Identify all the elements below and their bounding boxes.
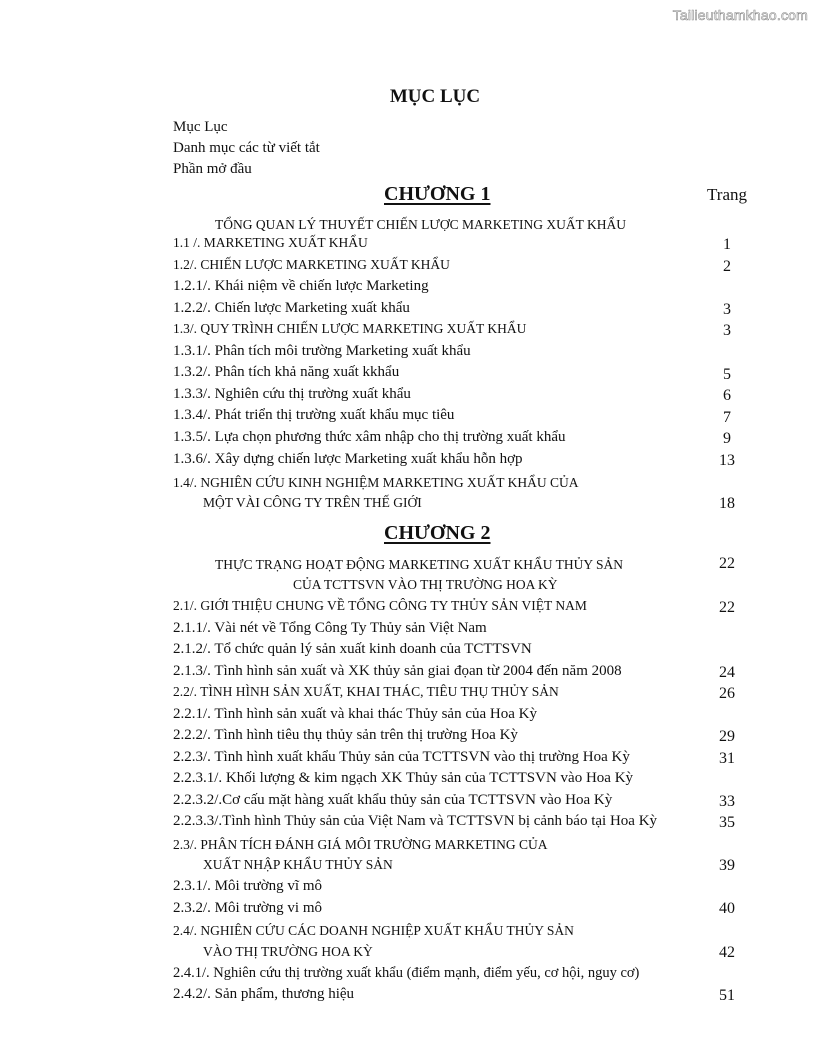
watermark-text: Tailieuthamkhao.com (672, 7, 808, 23)
front-matter-item: Phần mở đầu (173, 161, 252, 177)
chapter-2-heading: CHƯƠNG 2 (384, 522, 491, 544)
toc-page-number: 5 (723, 366, 731, 383)
toc-entry: 1.4/. NGHIÊN CỨU KINH NGHIỆM MARKETING XUẤT KHẨU CỦA (173, 475, 579, 490)
toc-page-number: 7 (723, 409, 731, 426)
chapter-1-heading: CHƯƠNG 1 (384, 183, 491, 205)
toc-entry: 1.3.3/. Nghiên cứu thị trường xuất khẩu (173, 386, 411, 402)
toc-entry: 2.2/. TÌNH HÌNH SẢN XUẤT, KHAI THÁC, TIÊU THỤ THỦY SẢN (173, 684, 559, 699)
toc-entry: 1.2/. CHIẾN LƯỢC MARKETING XUẤT KHẨU (173, 257, 450, 272)
toc-entry: 2.4.2/. Sản phẩm, thương hiệu (173, 986, 355, 1002)
toc-page-number: 1 (723, 236, 731, 253)
toc-page-number: 33 (719, 793, 735, 810)
toc-entry: 2.2.3/. Tình hình xuất khẩu Thủy sản của TCTTSVN vào thị trường Hoa Kỳ (173, 749, 630, 765)
toc-entry: 1.3/. QUY TRÌNH CHIẾN LƯỢC MARKETING XUẤT KHẨU (173, 321, 527, 336)
toc-entry: 1.3.5/. Lựa chọn phương thức xâm nhập cho thị trường xuất khẩu (173, 429, 566, 445)
toc-entry: 1.2.2/. Chiến lược Marketing xuất khẩu (173, 300, 410, 316)
toc-entry: 1.3.1/. Phân tích môi trường Marketing xuất khẩu (173, 343, 471, 359)
toc-entry: 2.1.1/. Vài nét về Tổng Công Ty Thủy sản Việt Nam (173, 620, 487, 636)
toc-entry: MỘT VÀI CÔNG TY TRÊN THẾ GIỚI (203, 495, 422, 510)
front-matter-item: Mục Lục (173, 119, 228, 135)
toc-page-number: 51 (719, 987, 735, 1004)
toc-entry: 2.3/. PHÂN TÍCH ĐÁNH GIÁ MÔI TRƯỜNG MARKETING CỦA (173, 837, 548, 852)
toc-entry: 2.4.1/. Nghiên cứu thị trường xuất khẩu (điểm mạnh, điểm yếu, cơ hội, nguy cơ) (173, 965, 640, 981)
chapter-1-subtitle: TỔNG QUAN LÝ THUYẾT CHIẾN LƯỢC MARKETING XUẤT KHẨU (215, 217, 626, 232)
toc-page-number: 42 (719, 944, 735, 961)
toc-page-number: 31 (719, 750, 735, 767)
toc-page-number: 22 (719, 555, 735, 572)
toc-page-number: 3 (723, 301, 731, 318)
toc-page-number: 2 (723, 258, 731, 275)
toc-entry: 2.3.1/. Môi trường vĩ mô (173, 878, 322, 894)
toc-page-number: 24 (719, 664, 735, 681)
toc-page-number: 26 (719, 685, 735, 702)
toc-entry: 1.3.6/. Xây dựng chiến lược Marketing xuất khẩu hỗn hợp (173, 451, 523, 467)
toc-entry: 2.2.3.3/.Tình hình Thủy sản của Việt Nam và TCTTSVN bị cảnh báo tại Hoa Kỳ (173, 813, 658, 829)
toc-page-number: 6 (723, 387, 731, 404)
page-column-label: Trang (707, 185, 747, 204)
page-title: MỤC LỤC (389, 86, 481, 107)
toc-page-number: 39 (719, 857, 735, 874)
toc-entry: 2.1.3/. Tình hình sản xuất và XK thủy sản giai đọan từ 2004 đến năm 2008 (173, 663, 622, 679)
toc-entry: XUẤT NHẬP KHẨU THỦY SẢN (203, 857, 393, 872)
toc-entry: 1.3.2/. Phân tích khả năng xuất kkhẩu (173, 364, 400, 380)
toc-page-number: 22 (719, 599, 735, 616)
toc-entry: 2.1.2/. Tổ chức quản lý sản xuất kinh doanh của TCTTSVN (173, 641, 532, 657)
toc-page-number: 29 (719, 728, 735, 745)
toc-entry: 2.2.2/. Tình hình tiêu thụ thủy sản trên thị trường Hoa Kỳ (173, 727, 518, 743)
toc-entry: VÀO THỊ TRƯỜNG HOA KỲ (203, 944, 373, 959)
toc-entry: 2.1/. GIỚI THIỆU CHUNG VỀ TỔNG CÔNG TY THỦY SẢN VIỆT NAM (173, 598, 587, 613)
chapter-2-subtitle: THỰC TRẠNG HOẠT ĐỘNG MARKETING XUẤT KHẨU THỦY SẢN (215, 557, 623, 572)
toc-page-number: 3 (723, 322, 731, 339)
toc-page-number: 9 (723, 430, 731, 447)
front-matter-item: Danh mục các từ viết tắt (173, 140, 320, 156)
toc-entry: 1.2.1/. Khái niệm về chiến lược Marketing (173, 278, 429, 294)
chapter-2-subtitle: CỦA TCTTSVN VÀO THỊ TRƯỜNG HOA KỲ (293, 577, 558, 592)
toc-entry: 2.3.2/. Môi trường vi mô (173, 900, 322, 916)
toc-page-number: 13 (719, 452, 735, 469)
toc-page-number: 18 (719, 495, 735, 512)
toc-entry: 2.2.3.1/. Khối lượng & kim ngạch XK Thủy sản của TCTTSVN vào Hoa Kỳ (173, 770, 634, 786)
toc-entry: 1.1 /. MARKETING XUẤT KHẨU (173, 235, 368, 250)
toc-entry: 2.2.3.2/.Cơ cấu mặt hàng xuất khẩu thủy sản của TCTTSVN vào Hoa Kỳ (173, 792, 613, 808)
toc-entry: 1.3.4/. Phát triển thị trường xuất khẩu mục tiêu (173, 407, 455, 423)
toc-page-number: 35 (719, 814, 735, 831)
toc-page-number: 40 (719, 900, 735, 917)
toc-entry: 2.4/. NGHIÊN CỨU CÁC DOANH NGHIỆP XUẤT KHẨU THỦY SẢN (173, 923, 574, 938)
toc-entry: 2.2.1/. Tình hình sản xuất và khai thác Thủy sản của Hoa Kỳ (173, 706, 537, 722)
